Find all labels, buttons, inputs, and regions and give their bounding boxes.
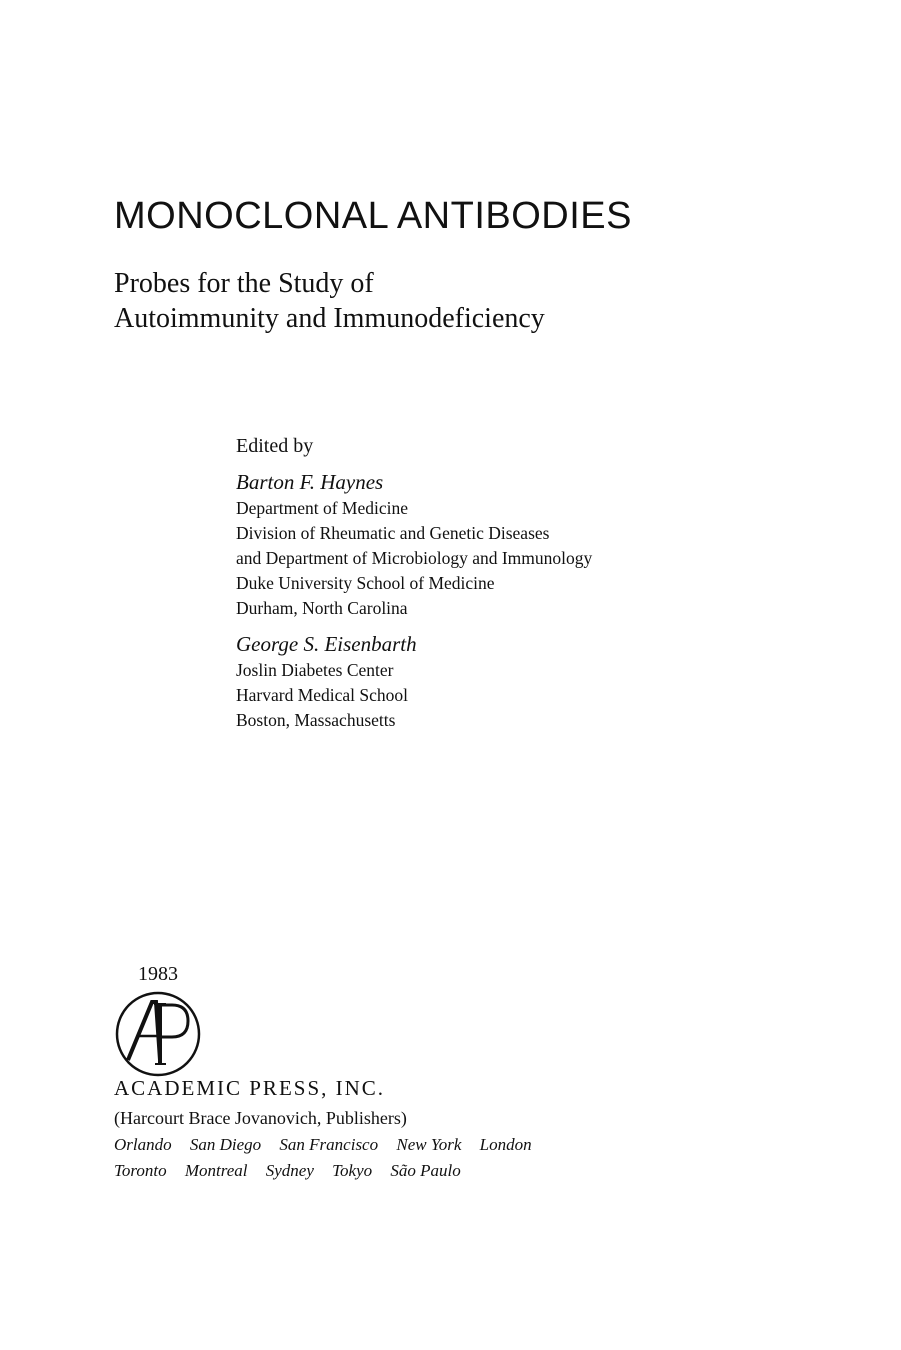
- academic-press-logo-icon: [114, 990, 202, 1078]
- editor-affiliation: Duke University School of Medicine: [236, 573, 495, 593]
- book-subtitle: [114, 266, 545, 336]
- editor-affiliation: Harvard Medical School: [236, 685, 409, 705]
- edited-by-label: Edited by: [236, 435, 314, 457]
- editor-affiliation: Boston, Massachusetts: [236, 710, 396, 730]
- editor-block-1: [236, 468, 592, 621]
- parent-company: (Harcourt Brace Jovanovich, Publishers): [114, 1108, 407, 1128]
- city: São Paulo: [390, 1161, 461, 1180]
- city: Orlando: [114, 1135, 172, 1154]
- city: London: [479, 1135, 532, 1154]
- editor-block-2: [236, 630, 417, 733]
- editor-name: George S. Eisenbarth: [236, 632, 417, 656]
- publisher-name: ACADEMIC PRESS, INC.: [114, 1076, 386, 1100]
- editor-affiliation: and Department of Microbiology and Immunology: [236, 548, 593, 568]
- editor-affiliation: Joslin Diabetes Center: [236, 660, 394, 680]
- editor-affiliation: Durham, North Carolina: [236, 598, 408, 618]
- book-title: MONOCLONAL ANTIBODIES: [114, 195, 632, 237]
- editor-name: Barton F. Haynes: [236, 470, 384, 494]
- editor-affiliation: Department of Medicine: [236, 498, 409, 518]
- city: San Diego: [189, 1135, 262, 1154]
- cities-row-1: [114, 1133, 546, 1157]
- city: New York: [396, 1135, 462, 1154]
- city: Sydney: [265, 1161, 314, 1180]
- subtitle-line-1: Probes for the Study of: [114, 268, 374, 299]
- editor-affiliation: Division of Rheumatic and Genetic Diseases: [236, 523, 550, 543]
- city: San Francisco: [279, 1135, 379, 1154]
- cities-row-2: [114, 1159, 475, 1183]
- city: Montreal: [184, 1161, 248, 1180]
- city: Toronto: [114, 1161, 167, 1180]
- city: Tokyo: [332, 1161, 373, 1180]
- publication-year: 1983: [138, 963, 178, 985]
- subtitle-line-2: Autoimmunity and Immunodeficiency: [114, 303, 545, 334]
